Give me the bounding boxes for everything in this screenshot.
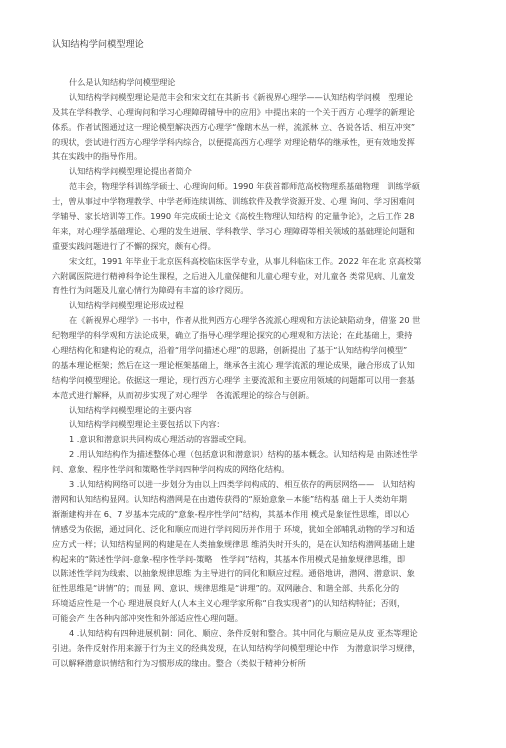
text-line: 2 .用认知结构作为描述整体心理（包括意识和潜意识）结构的基本概念。认知结构是 由陈述性学 [69,449,418,460]
text-line: 范丰会，物理学科训练学硕士、心理询问师。1990 年获首都师范高校物理系基础物理 训练学硕 [69,181,420,192]
text-line: 本范式进行解释，从而初步实现了对心理学 各流派理论的综合与创新。 [52,389,315,400]
text-line: 的基本理论框架；然后在这一理论框架基础上，继承各主流心 理学流派的理论成果，融合形成了认知 [52,359,415,370]
text-line: 认知结构学问模型理论的主要内容 [69,404,192,415]
text-line: 潜网和认知结构显网。认知结构潜网是在由遗传获得的“原始意象－本能”结构基 础上于人类幼年期 [52,493,407,504]
text-line: 年来，对心理学基础理论、心理的发生进展、学科教学、学习心 理障碍等相关领域的基础理论问题和 [52,225,415,236]
text-line: 问、意象、程序性学问和策略性学问四种学问构成的网络化结构。 [52,464,290,475]
text-line: 结构学问模型理论。依据这一理论，现行西方心理学 主要流派和主要应用领域的问题都可以用一套基 [52,374,415,385]
text-line: 构起来的“陈述性学问-意象-程序性学问-策略 性学问”结构，其基本作用模式是抽象规律思维，即 [52,553,406,564]
text-line: 3 .认知结构网络可以进一步划分为由以上四类学问构成的、相互依存的两层网络—— 认知结构 [69,479,416,490]
text-line: 育性行为问题及儿童心情行为障碍有丰富的诊疗阅历。 [52,285,249,296]
text-line: 心理结构化和建构论的观点，沿着“用学问描述心理”的思路，创新提出 了基于“认知结构学问模型” [52,345,408,356]
text-line: 什么是认知结构学问模型理论 [69,77,176,87]
text-line: 可以解释潜意识情结和行为习惯形成的缘由。整合（类似于精神分析所 [52,657,306,668]
text-line: 的现状，尝试进行西方心理学学科内综合，以便提高西方心理学 对理论精华的继承性，更有效地发挥 [52,136,415,147]
text-line: 认知结构学问模型理论提出者简介 [69,166,192,177]
text-line: 可能会产 生各种内部冲突性和外部适应性心理问题。 [52,613,243,624]
text-line: 1 .意识和潜意识共同构成心理活动的容器或空间。 [69,434,252,445]
text-line: 渐渐建构并在 6、7 岁基本完成的“意象-程序性学问”结构，其基本作用 模式是象征性思维，即以心 [52,508,410,519]
text-line: 纪物理学的科学观和方法论成果，确立了指导心理学理论探究的心理观和方法论；在此基础上，秉持 [52,330,413,341]
text-line: 4 .认知结构有四种进展机制：同化、顺应、条件反射和整合。其中同化与顺应是从皮 亚杰等理论 [69,627,418,638]
text-line: 征性思维是“讲情”的；而显 网、意识、规律思维是“讲理”的。双网融合、和谐全部、共系化分的 [52,583,400,594]
text-line: 环境适应性是一个心 理进展良好人(人本主义心理学家所称“自我实现者”)的认知结构特征；否则， [52,598,406,609]
text-line: 情感受为依据，通过同化、泛化和顺应而进行学问阅历并作用于 环境，犹如全部哺乳动物的学习和适 [52,523,415,534]
text-line: 以陈述性学问为线索、以抽象规律思维 为主导进行的同化和顺应过程。通俗地讲，潜网、潜意识、象 [52,568,415,579]
text-line: 体系。作者试图通过这一理论模型解决西方心理学“像瞎木丛一样，流派林 立、各说各话、相互冲突” [52,121,416,132]
text-line: 认知结构学问模型理论主要包括以下内容： [69,419,225,430]
text-line: 重要实践问题进行了不懈的探究，颇有心得。 [52,240,216,251]
text-line: 及其在学科教学、心理询问和学习心理障碍辅导中的应用》中提出来的一个关于西方 心理学的新理论 [52,106,415,117]
document-title: 认知结构学问模型理论 [52,39,144,50]
text-line: 六附属医院进行精神科争论生课程，之后进入儿童保健和儿童心理专业，对儿童各 类常见病、儿童发 [52,270,415,281]
text-line: 认知结构学问模型理论形成过程 [69,300,184,311]
text-line: 宋文红，1991 年毕业于北京医科高校临床医学专业，从事儿科临床工作。2022 年在北 京高校第 [69,255,422,266]
text-line: 学辅导、家长培训等工作。1990 年完成硕士论文《高校生物理认知结构 的定量争论》，之后工作 28 [52,211,415,222]
text-line: 其在实践中的指导作用。 [52,151,143,162]
text-line: 引进。条件反射作用来源于行为主义的经典发现，在认知结构学问模型理论中作 为潜意识学习规律， [52,642,421,653]
text-line: 应方式一样；认知结构显网的构建是在人类抽象规律思 维消失时开头的，是在认知结构潜网基础上建 [52,538,415,549]
text-line: 士，曾从事过中学物理教学、中学老师连续训练、训练软件及教学资源开发、心理 询问、学习困难问 [52,196,415,207]
text-line: 在《新视界心理学》一书中，作者从批判西方心理学各流派心理观和方法论缺陷动身，借鉴 20 世 [69,315,421,326]
document-body [52,75,462,671]
text-line: 认知结构学问模型理论是范丰会和宋文红在其新书《新视界心理学——认知结构学问模 型理论 [69,91,413,102]
